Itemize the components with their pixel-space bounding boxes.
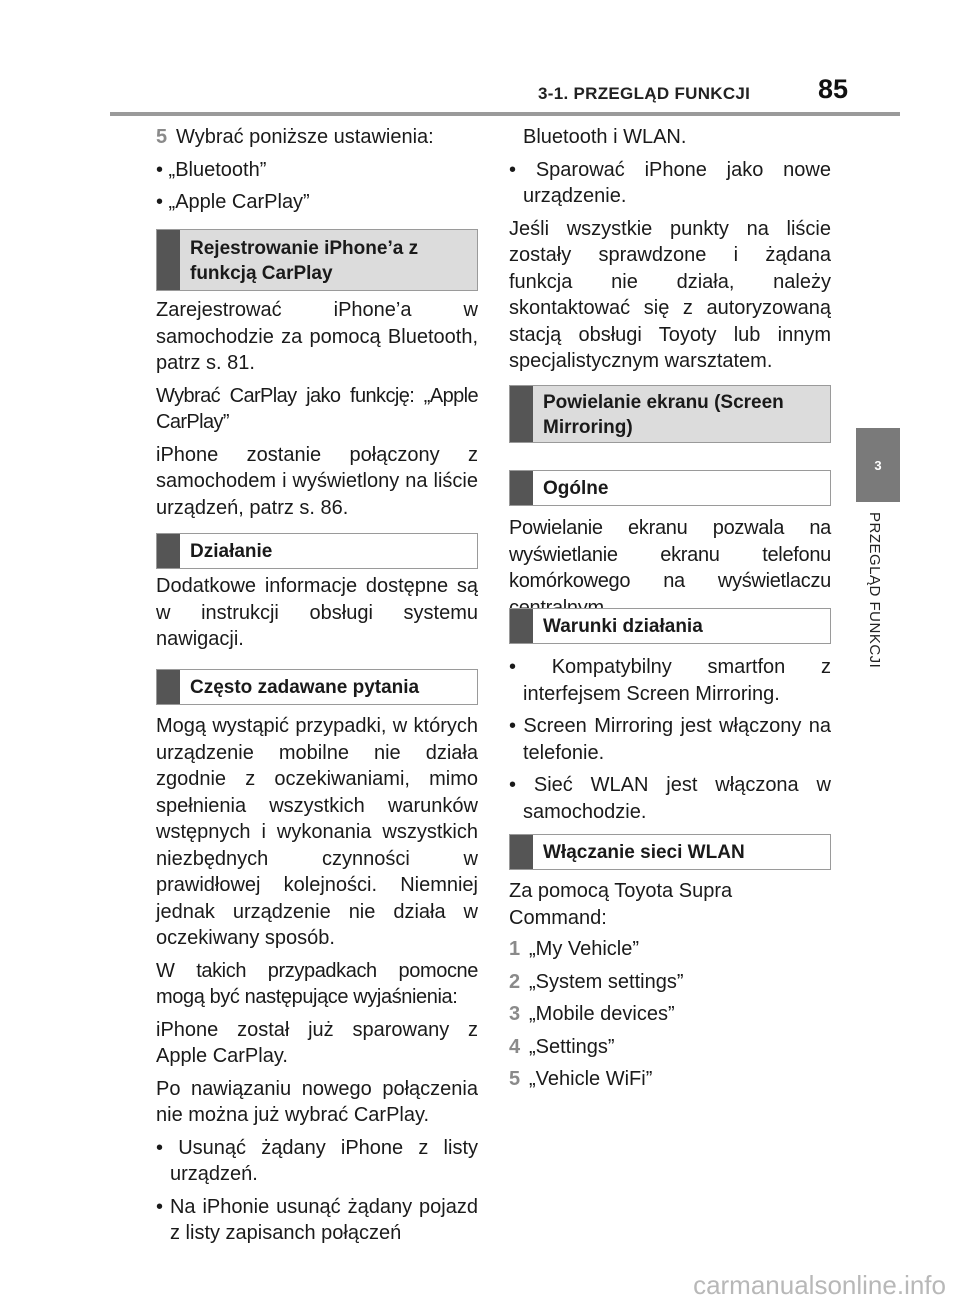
heading-bar xyxy=(510,386,533,442)
heading-text: Działanie xyxy=(190,541,273,562)
heading-bar xyxy=(510,835,533,869)
chapter-tab xyxy=(856,428,900,502)
paragraph: iPhone został już sparowany z Apple CarPlay. xyxy=(156,1018,478,1067)
bullet-carplay: • „Apple CarPlay” xyxy=(156,191,310,213)
heading-bar xyxy=(157,534,180,568)
heading-text: Często zadawane pytania xyxy=(190,677,420,698)
right-column-top xyxy=(509,124,831,381)
step-text: Wybrać poniższe ustawienia: xyxy=(176,126,434,148)
chapter-label: PRZEGLĄD FUNKCJI xyxy=(866,512,883,669)
paragraph: Dodatkowe informacje dostępne są w instrukcji obsługi systemu nawigacji. xyxy=(156,575,478,650)
bullet-condition-wlan: • Sieć WLAN jest włączona w samochodzie. xyxy=(509,774,831,823)
watermark: carmanualsonline.info xyxy=(693,1270,946,1300)
heading-operation xyxy=(156,533,478,569)
heading-bar xyxy=(510,609,533,643)
bullet-pair-iphone: • Sparować iPhone jako nowe urządzenie. xyxy=(509,158,831,207)
paragraph: W takich przypadkach pomocne mogą być następujące wyjaśnienia: xyxy=(156,959,478,1008)
left-column-register xyxy=(156,297,478,527)
step-4 xyxy=(509,1034,831,1061)
step-1 xyxy=(509,936,831,963)
step-text: „Settings” xyxy=(529,1035,615,1058)
heading-text: Ogólne xyxy=(543,478,609,499)
step-5 xyxy=(156,124,478,151)
bullet-condition-smartphone: • Kompatybilny smartfon z interfejsem Screen Mirroring. xyxy=(509,656,831,705)
step-text: „Vehicle WiFi” xyxy=(529,1068,653,1090)
chapter-number: 3 xyxy=(874,457,882,473)
step-text: „My Vehicle” xyxy=(529,938,640,960)
section-title: 3-1. PRZEGLĄD FUNKCJI xyxy=(538,84,751,103)
step-number: 5 xyxy=(156,126,168,148)
heading-bar xyxy=(510,471,533,505)
heading-text: Rejestrowanie iPhone’a z funkcją CarPlay xyxy=(190,238,419,284)
paragraph: Jeśli wszystkie punkty na liście zostały sprawdzone i żądana funkcja nie działa, należy skontaktować się z autoryzowaną stacją obsługi Toyoty lub innym specjalistycznym warsztatem. xyxy=(509,217,831,372)
paragraph: Za pomocą Toyota Supra Command: xyxy=(509,880,733,929)
step-number: 3 xyxy=(509,1003,521,1025)
bullet-condition-mirroring: • Screen Mirroring jest włączony na telefonie. xyxy=(509,715,831,764)
paragraph: Wybrać CarPlay jako funkcję: „Apple CarPlay” xyxy=(156,384,478,433)
step-number: 1 xyxy=(509,938,521,960)
heading-screen-mirroring xyxy=(509,385,831,443)
heading-register-carplay xyxy=(156,229,478,291)
header-rule xyxy=(110,112,900,116)
heading-text: Powielanie ekranu (Screen Mirroring) xyxy=(543,392,784,438)
right-column-wlan xyxy=(509,878,769,937)
paragraph: iPhone zostanie połączony z samochodem i wyświetlony na liście urządzeń, patrz s. 86. xyxy=(156,443,478,519)
heading-enable-wlan xyxy=(509,834,831,870)
bullet-remove-vehicle: • Na iPhonie usunąć żądany pojazd z listy zapisanch połączeń xyxy=(156,1195,478,1244)
step-3 xyxy=(509,1001,831,1028)
heading-conditions xyxy=(509,608,831,644)
bullet-remove-device: • Usunąć żądany iPhone z listy urządzeń. xyxy=(156,1136,478,1185)
heading-faq xyxy=(156,669,478,705)
left-column-faq xyxy=(156,713,478,1253)
step-5 xyxy=(509,1066,831,1093)
heading-bar xyxy=(157,670,180,704)
paragraph: Zarejestrować iPhone’a w samochodzie za pomocą Bluetooth, patrz s. 81. xyxy=(156,299,478,374)
continued-text: Bluetooth i WLAN. xyxy=(523,126,687,148)
step-number: 5 xyxy=(509,1068,521,1090)
heading-text: Warunki działania xyxy=(543,616,703,637)
step-2 xyxy=(509,969,831,996)
step-text: „Mobile devices” xyxy=(529,1003,675,1025)
bullet-bluetooth: • „Bluetooth” xyxy=(156,158,267,181)
heading-bar xyxy=(157,230,180,290)
paragraph: Mogą wystąpić przypadki, w których urządzenie mobilne nie działa zgodnie z oczekiwaniami, mimo spełnienia wszystkich warunków wstępnych i wykonania wszystkich niezbędnych czynności w prawidłowej kolejności. Niemniej jednak urządzenie nie działa w oczekiwany sposób. xyxy=(156,715,478,949)
page-number: 85 xyxy=(818,74,849,104)
step-number: 4 xyxy=(509,1035,521,1058)
right-column-conditions xyxy=(509,654,831,831)
left-column-operation xyxy=(156,573,478,659)
step-text: „System settings” xyxy=(529,970,684,993)
heading-text: Włączanie sieci WLAN xyxy=(543,842,745,863)
wlan-steps xyxy=(509,936,831,1099)
heading-general xyxy=(509,470,831,506)
step-number: 2 xyxy=(509,970,521,993)
left-column-top xyxy=(156,124,478,222)
paragraph: Po nawiązaniu nowego połączenia nie można już wybrać CarPlay. xyxy=(156,1077,478,1126)
paragraph: Powielanie ekranu pozwala na wyświetlanie ekranu telefonu komórkowego na wyświetlaczu xyxy=(509,517,831,592)
